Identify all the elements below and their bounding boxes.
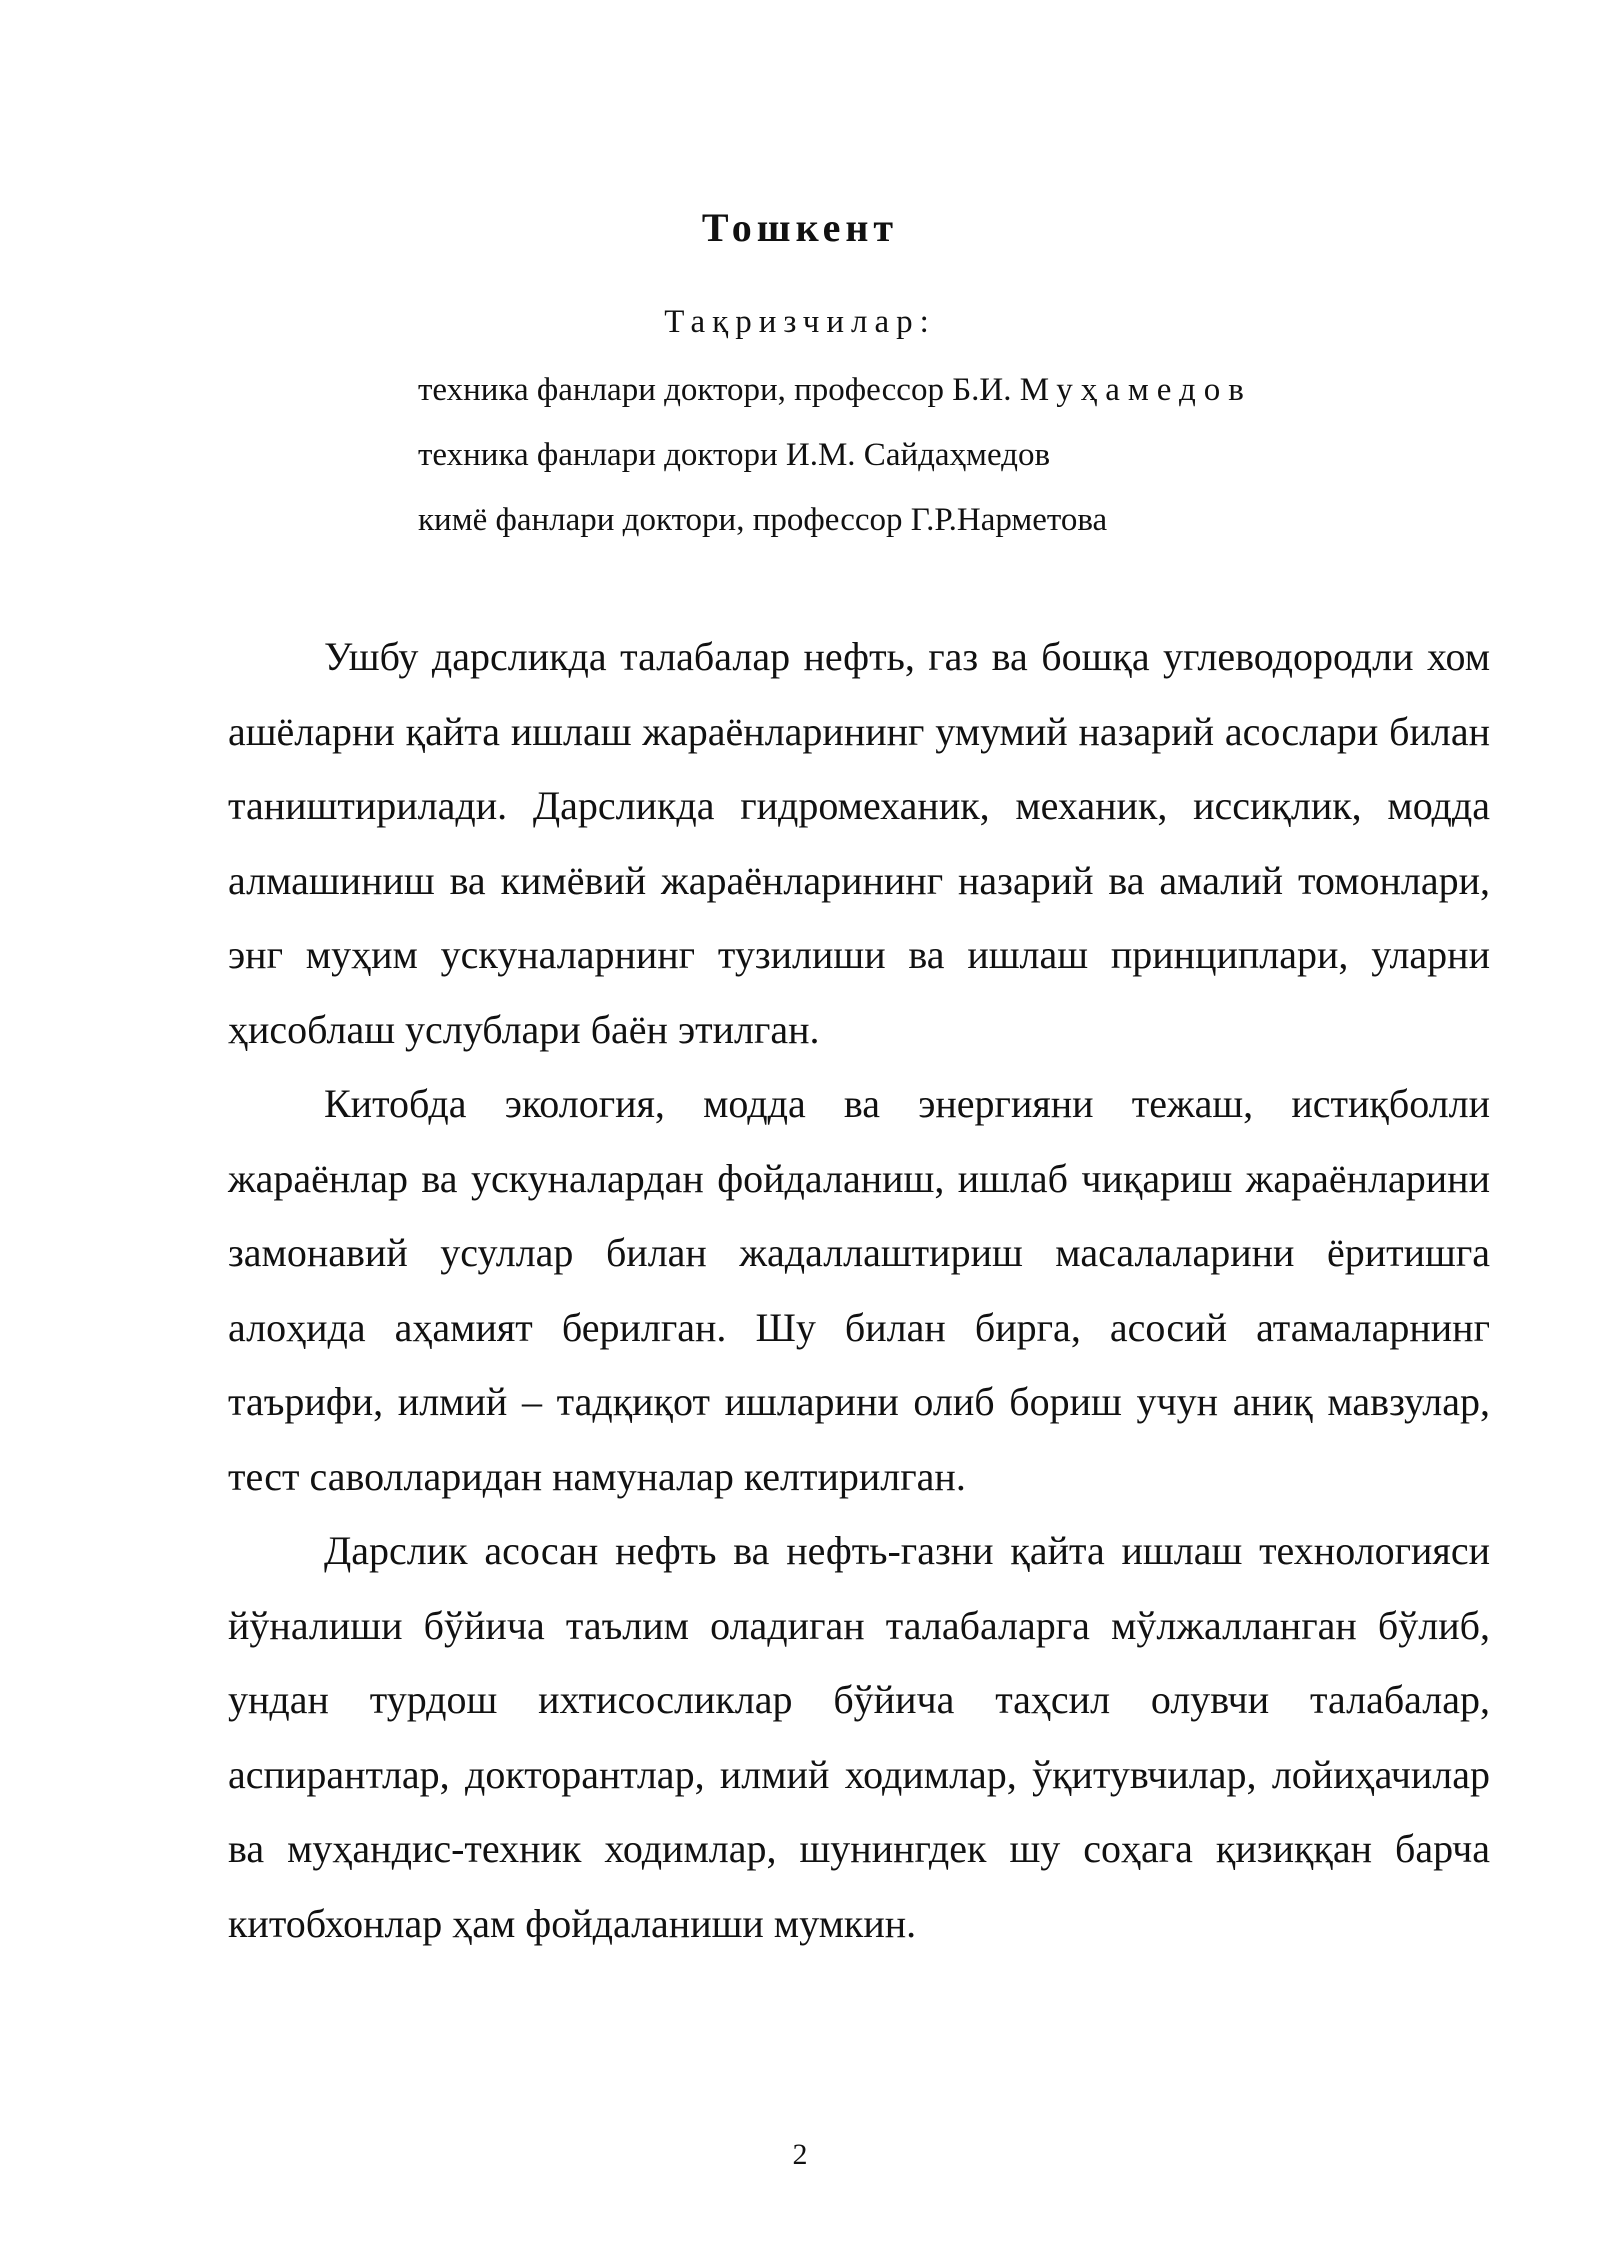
reviewer-name: кимё фанлари доктори, профессор Г.Р.Нарметова xyxy=(418,502,1108,538)
page-number: 2 xyxy=(792,2138,808,2171)
reviewer-line xyxy=(418,498,1107,542)
paragraph: Китобда экология, модда ва энергияни тежаш, истиқболли жараёнлар ва ускуналардан фойдаланиш, ишлаб чиқариш жараёнларини замонавий усуллар билан жадаллаштириш масалаларини ёритишга алоҳида аҳамият берилган. Шу билан бирга, асосий атамаларнинг таърифи, илмий – тадқиқот ишларини олиб бориш учун аниқ мавзулар, тест саволларидан намуналар келтирилган. xyxy=(228,1081,1490,1499)
reviewer-surname: Муҳамедов xyxy=(1019,372,1252,408)
city-title: Тошкент xyxy=(701,205,899,250)
reviewer-title: техника фанлари доктори, профессор Б.И. xyxy=(418,372,1020,408)
paragraph: Ушбу дарсликда талабалар нефть, газ ва бошқа углеводородли хом ашёларни қайта ишлаш жараёнларининг умумий назарий асослари билан таништирилади. Дарсликда гидромеханик, механик, иссиқлик, модда алмашиниш ва кимёвий жараёнларининг назарий ва амалий томонлари, энг муҳим ускуналарнинг тузилиши ва ишлаш принциплари, уларни ҳисоблаш услублари баён этилган. xyxy=(228,634,1490,1052)
reviewer-line xyxy=(418,368,1252,412)
reviewer-line xyxy=(418,433,1050,477)
reviewer-name: техника фанлари доктори И.М. Сайдаҳмедов xyxy=(418,437,1051,473)
reviewers-heading: Тақризчилар: xyxy=(664,304,936,340)
paragraph: Дарслик асосан нефть ва нефть-газни қайта ишлаш технологияси йўналиши бўйича таълим оладиган талабаларга мўлжалланган бўлиб, ундан турдош ихтисосликлар бўйича таҳсил олувчи талабалар, аспирантлар, докторантлар, илмий ходимлар, ўқитувчилар, лойиҳачилар ва муҳандис-техник ходимлар, шунингдек шу соҳага қизиққан барча китобхонлар ҳам фойдаланиши мумкин. xyxy=(228,1528,1490,1946)
annotation-body xyxy=(228,620,1490,1961)
